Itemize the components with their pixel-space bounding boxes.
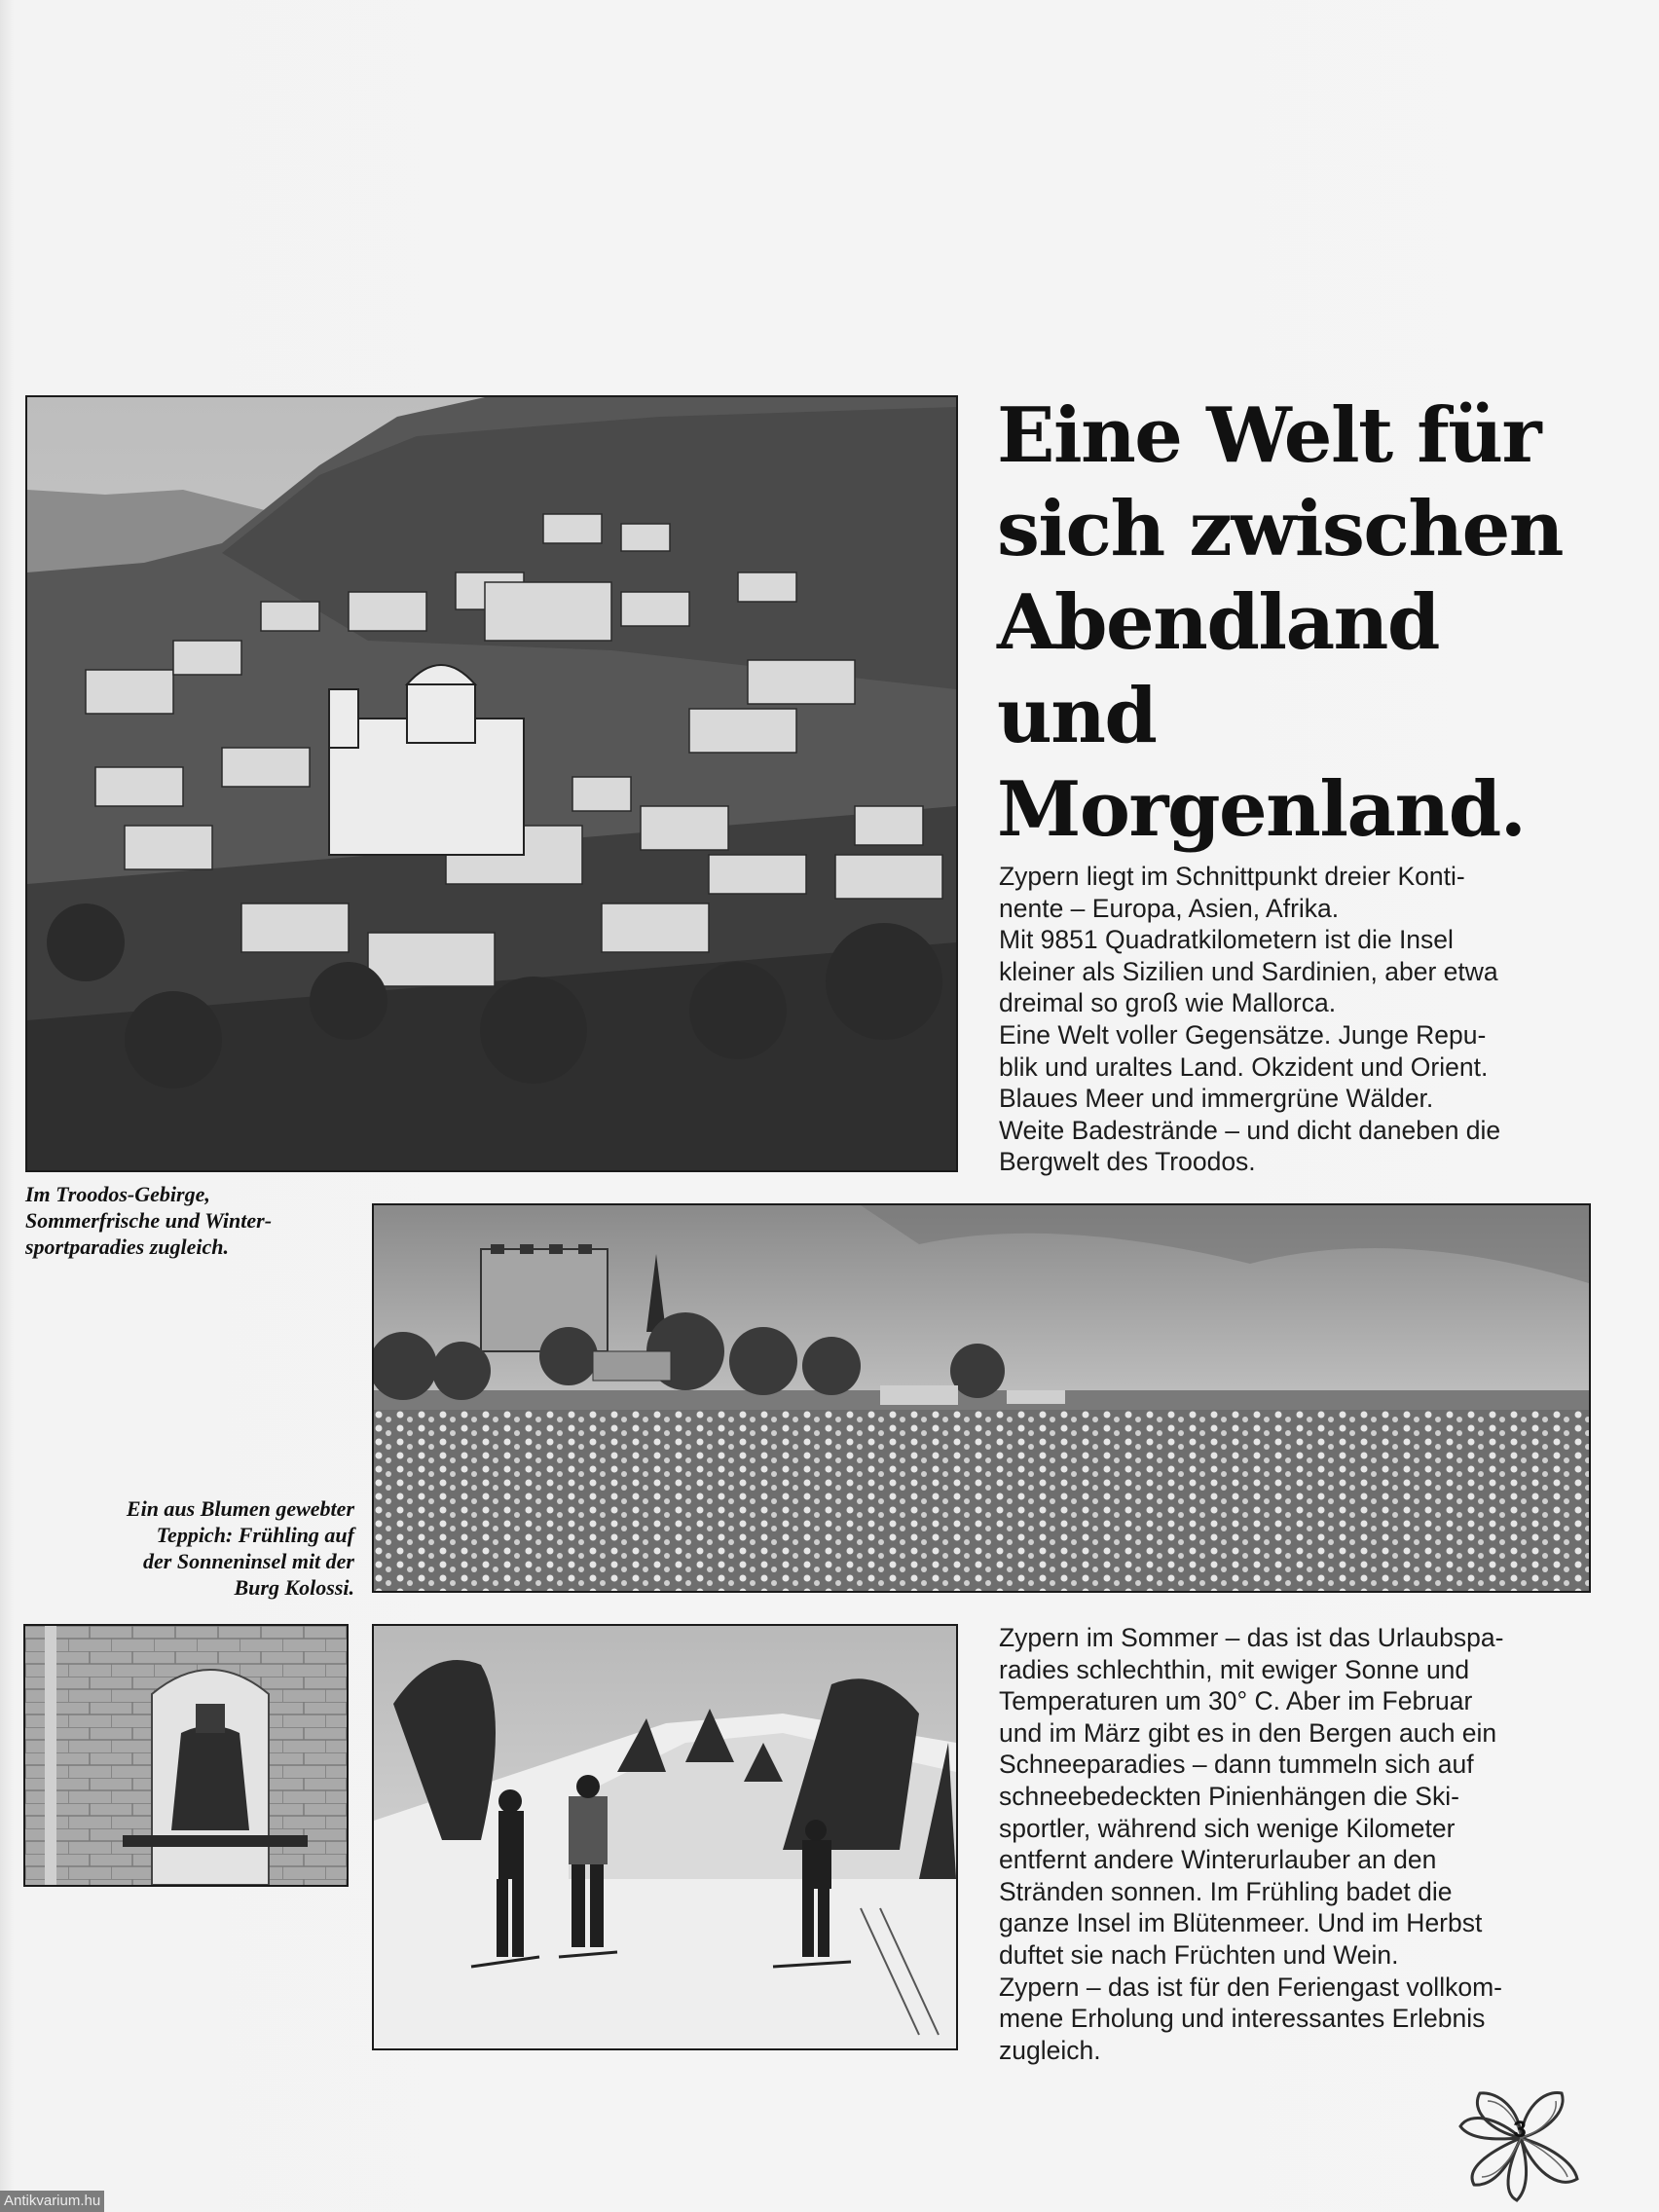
text-line: Temperaturen um 30° C. Aber im Februar <box>999 1686 1473 1716</box>
headline-line: Eine Welt für <box>997 391 1541 480</box>
caption-line: Teppich: Frühling auf <box>156 1523 354 1547</box>
text-line: Bergwelt des Troodos. <box>999 1147 1256 1177</box>
text-line: schneebedeckten Pinienhängen die Ski- <box>999 1781 1459 1811</box>
text-line: Weite Badestrände – und dicht daneben die <box>999 1115 1501 1145</box>
text-line: Blaues Meer und immergrüne Wälder. <box>999 1084 1434 1114</box>
text-line: Mit 9851 Quadratkilometern ist die Insel <box>999 925 1454 955</box>
page-headline <box>997 389 1640 857</box>
photo-troodos-village <box>25 395 958 1172</box>
page-number: 3 <box>1513 2117 1527 2143</box>
caption-line: der Sonneninsel mit der <box>143 1549 354 1573</box>
caption-line: Im Troodos-Gebirge, <box>25 1182 210 1206</box>
text-line: kleiner als Sizilien und Sardinien, aber etwa <box>999 956 1498 986</box>
watermark: Antikvarium.hu <box>0 2191 104 2212</box>
text-line: Zypern – das ist für den Feriengast vollkom- <box>999 1972 1502 2002</box>
photo-kolossi-flower-field <box>372 1203 1591 1593</box>
caption-line: Burg Kolossi. <box>234 1575 354 1600</box>
text-line: blik und uraltes Land. Okzident und Orient. <box>999 1051 1489 1082</box>
text-line: und im März gibt es in den Bergen auch ein <box>999 1717 1497 1748</box>
caption-troodos <box>25 1181 272 1260</box>
text-line: sportler, während sich wenige Kilometer <box>999 1813 1456 1843</box>
text-line: ganze Insel im Blütenmeer. Und im Herbst <box>999 1908 1483 1938</box>
text-line: entfernt andere Winterurlauber an den <box>999 1845 1437 1875</box>
caption-kolossi <box>39 1495 354 1601</box>
caption-line: Ein aus Blumen gewebter <box>126 1496 354 1521</box>
photo-church-bell <box>23 1624 349 1887</box>
headline-line: sich zwischen <box>997 485 1563 573</box>
summer-paragraph <box>999 1622 1589 2066</box>
text-line: Schneeparadies – dann tummeln sich auf <box>999 1750 1474 1780</box>
caption-line: sportparadies zugleich. <box>25 1235 230 1259</box>
text-line: Zypern im Sommer – das ist das Urlaubspa- <box>999 1623 1504 1652</box>
text-line: nente – Europa, Asien, Afrika. <box>999 893 1340 923</box>
text-line: Stränden sonnen. Im Frühling badet die <box>999 1876 1453 1906</box>
text-line: duftet sie nach Früchten und Wein. <box>999 1939 1399 1970</box>
text-line: Zypern liegt im Schnittpunkt dreier Konti- <box>999 862 1465 891</box>
text-line: mene Erholung und interessantes Erlebnis <box>999 2004 1486 2034</box>
text-line: dreimal so groß wie Mallorca. <box>999 988 1337 1018</box>
headline-line: Morgenland. <box>997 765 1526 854</box>
caption-line: Sommerfrische und Winter- <box>25 1208 273 1233</box>
intro-paragraph <box>999 861 1589 1178</box>
text-line: zugleich. <box>999 2035 1101 2065</box>
text-line: radies schlechthin, mit ewiger Sonne und <box>999 1654 1470 1684</box>
headline-line: Abendland <box>997 578 1439 667</box>
text-line: Eine Welt voller Gegensätze. Junge Repu- <box>999 1019 1487 1050</box>
photo-skiers <box>372 1624 958 2050</box>
headline-line: und <box>997 672 1157 760</box>
